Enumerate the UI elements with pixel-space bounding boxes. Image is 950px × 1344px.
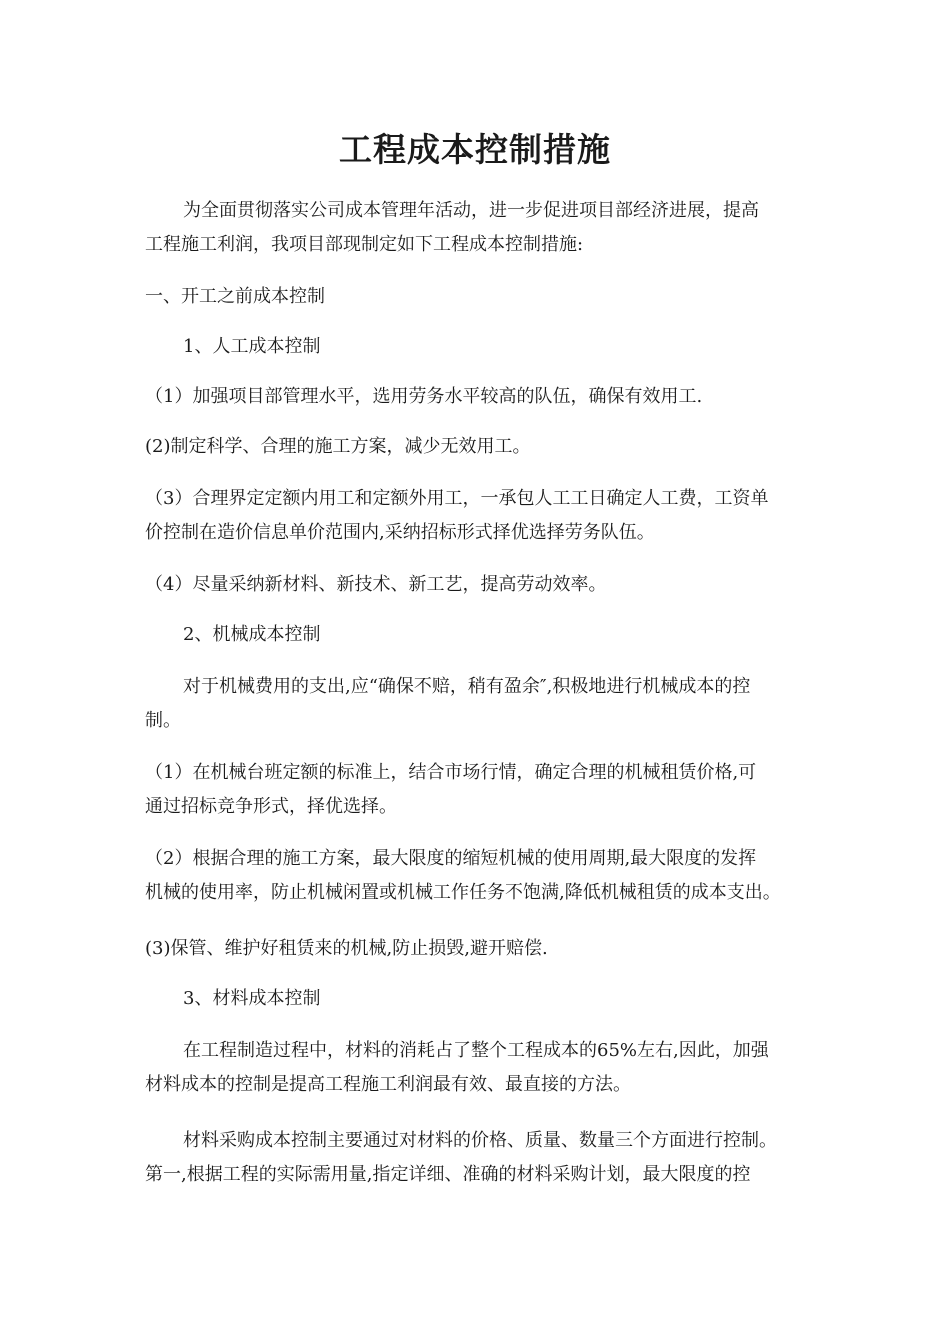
text-line: 制。 [145,710,181,731]
subsection-heading [145,982,853,1016]
text-line: 通过招标竞争形式，择优选择。 [145,796,397,817]
text-line: 对于机械费用的支出,应“确保不赔，稍有盈余″,积极地进行机械成本的控 [183,676,751,697]
text-line: 价控制在造价信息单价范围内,采纳招标形式择优选择劳务队伍。 [145,522,655,543]
text-line: （3）合理界定定额内用工和定额外用工，一承包人工工日确定人工费，工资单 [145,488,769,509]
text-line: 3、材料成本控制 [183,988,321,1009]
text-line: 在工程制造过程中，材料的消耗占了整个工程成本的65%左右,因此，加强 [183,1040,769,1061]
list-item [145,756,815,824]
text-line: 第一,根据工程的实际需用量,指定详细、准确的材料采购计划，最大限度的控 [145,1164,751,1185]
text-line: 2、机械成本控制 [183,624,321,645]
text-line: 1、人工成本控制 [183,336,321,357]
list-item [145,380,815,414]
body-paragraph [145,670,853,738]
list-item [145,568,815,602]
text-line: （2）根据合理的施工方案，最大限度的缩短机械的使用周期,最大限度的发挥 [145,848,757,869]
text-line: 一、开工之前成本控制 [145,286,325,307]
text-line: (2)制定科学、合理的施工方案，减少无效用工。 [145,436,531,457]
text-line: （1）在机械台班定额的标准上，结合市场行情，确定合理的机械租赁价格,可 [145,762,757,783]
text-line: （4）尽量采纳新材料、新技术、新工艺，提高劳动效率。 [145,574,607,595]
text-line: 材料成本的控制是提高工程施工利润最有效、最直接的方法。 [145,1074,631,1095]
body-paragraph [145,1034,853,1102]
list-item [145,932,815,966]
body-paragraph [145,1124,853,1192]
document-title: 工程成本控制措施 [339,130,611,169]
list-item [145,482,815,550]
text-line: 材料采购成本控制主要通过对材料的价格、质量、数量三个方面进行控制。 [183,1130,777,1151]
text-line: 为全面贯彻落实公司成本管理年活动，进一步促进项目部经济进展，提高 [183,200,759,221]
subsection-heading [145,330,853,364]
section-heading [145,280,815,314]
subsection-heading [145,618,853,652]
text-line: 工程施工利润，我项目部现制定如下工程成本控制措施: [145,234,584,255]
text-line: (3)保管、维护好租赁来的机械,防止损毁,避开赔偿. [145,938,548,959]
list-item [145,842,815,910]
text-line: 机械的使用率，防止机械闲置或机械工作任务不饱满,降低机械租赁的成本支出。 [145,882,781,903]
intro-paragraph [145,194,853,262]
text-line: （1）加强项目部管理水平，选用劳务水平较高的队伍，确保有效用工. [145,386,703,407]
list-item [145,430,815,464]
